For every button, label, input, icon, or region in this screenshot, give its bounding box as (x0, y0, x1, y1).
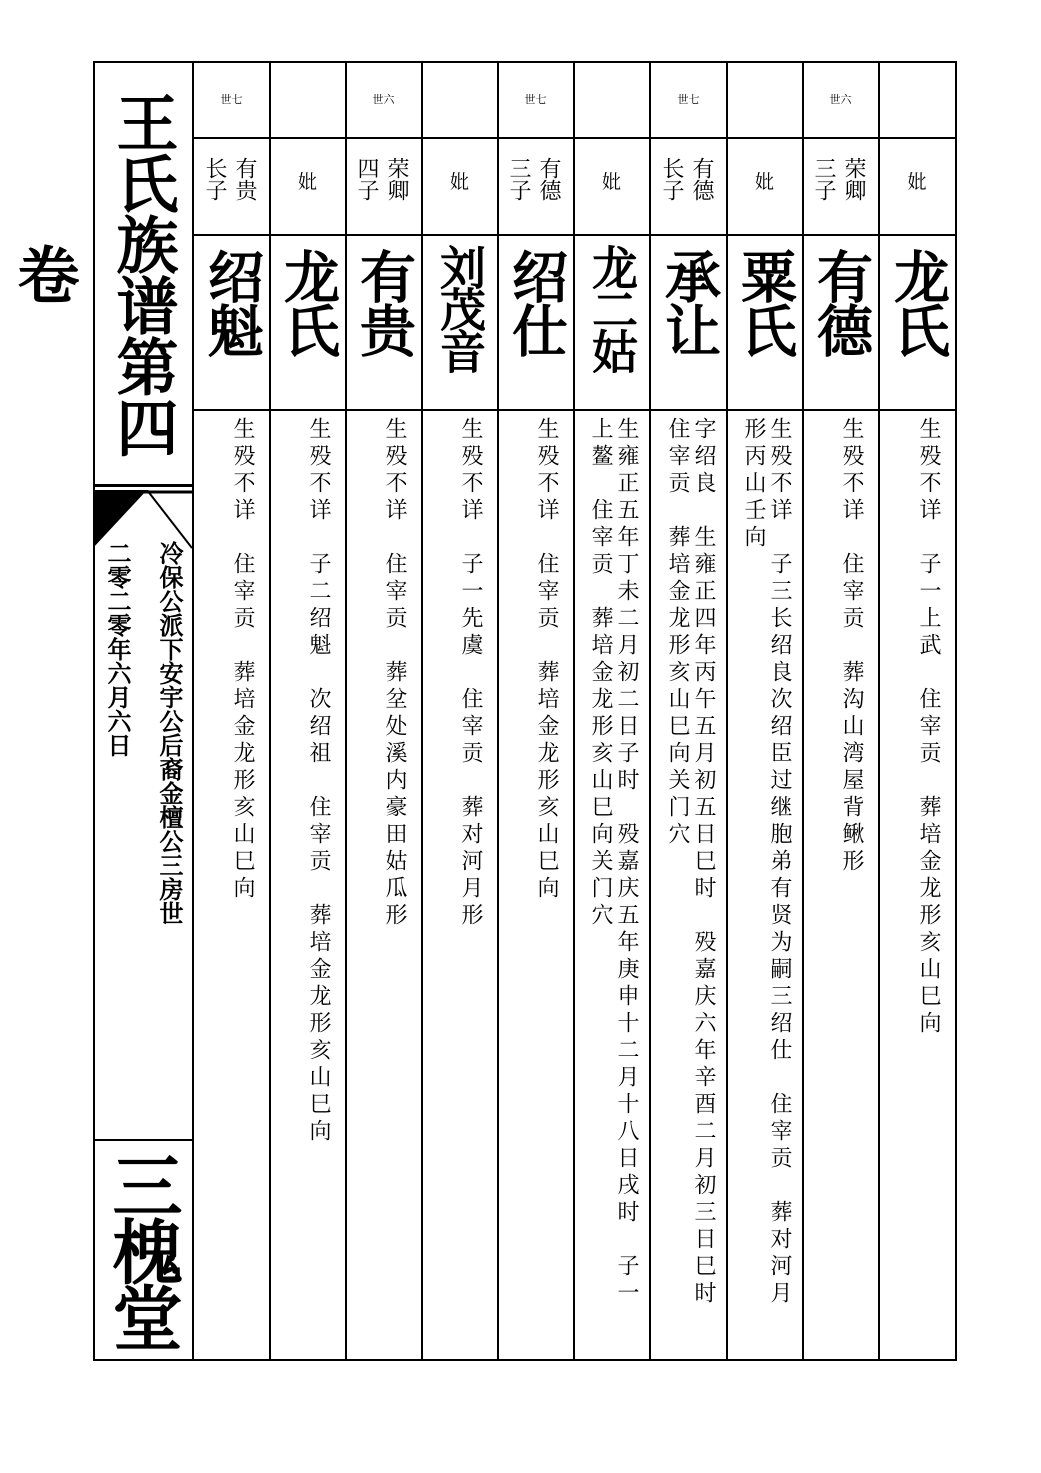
biography-text: 生殁不详 子三长绍良次绍臣过继胞弟有贤为嗣三绍仕 住宰贡 葬对河月 形丙山壬向 (741, 417, 792, 1308)
generation-label: 世七 (194, 61, 269, 139)
page-frame (7, 61, 957, 1361)
person-name: 绍魁 (199, 248, 265, 356)
person-name: 粟氏 (732, 248, 798, 356)
person-name: 龙氏 (275, 248, 341, 356)
person-name: 有贵 (351, 248, 417, 356)
biography-text: 生殁不详 子一上武 住宰贡 葬培金龙形亥山巳向 (916, 417, 941, 1038)
relation-label: 荣卿 四子 (354, 157, 409, 201)
person-name: 承让 (656, 248, 722, 356)
generation-label: 世七 (651, 61, 726, 139)
relation-label: 妣 (754, 171, 774, 193)
person-name: 绍仕 (503, 248, 569, 356)
person-name: 刘茂音 (433, 244, 487, 370)
person-name: 有德 (808, 248, 874, 356)
person-name: 龙氏 (885, 248, 951, 356)
branch-lineage: 冷保公派下安宇公后裔金檀公三房世 (155, 541, 184, 925)
biography-text: 生殁不详 子一先虞 住宰贡 葬对河月形 (458, 417, 483, 930)
generation-label: 世六 (346, 61, 421, 139)
compile-date: 二零二零年六月六日 (103, 541, 132, 757)
relation-label: 妣 (907, 171, 927, 193)
relation-label: 有贵 长子 (202, 157, 257, 201)
generation-label: 世七 (498, 61, 573, 139)
person-name: 龙二姑 (585, 244, 639, 370)
relation-label: 妣 (449, 171, 469, 193)
biography-text: 生殁不详 子二绍魁 次绍祖 住宰贡 葬培金龙形亥山巳向 (306, 417, 331, 1146)
book-title: 王氏族谱第四卷 (7, 90, 179, 457)
generation-label: 世六 (803, 61, 878, 139)
relation-label: 妣 (601, 171, 621, 193)
relation-label: 有德 长子 (659, 157, 714, 201)
relation-label: 有德 三子 (506, 157, 561, 201)
hall-name: 三槐堂 (101, 1149, 184, 1348)
biography-text: 生雍正五年丁未二月初二日子时 殁嘉庆五年庚申十二月十八日戌时 子一 上鳌 住宰贡 葬培金龙形亥山巳向关门穴 (588, 417, 639, 1308)
relation-label: 妣 (297, 171, 317, 193)
biography-text: 生殁不详 住宰贡 葬坌处溪内豪田姑瓜形 (382, 417, 407, 930)
relation-label: 荣卿 三子 (811, 157, 866, 201)
biography-text: 生殁不详 住宰贡 葬培金龙形亥山巳向 (534, 417, 559, 903)
biography-text: 字绍良 生雍正四年丙午五月初五日巳时 殁嘉庆六年辛酉二月初三日巳时 住宰贡 葬培金龙形亥山巳向关门穴 (665, 417, 716, 1308)
biography-text: 生殁不详 住宰贡 葬沟山湾屋背鳅形 (839, 417, 864, 876)
biography-text: 生殁不详 住宰贡 葬培金龙形亥山巳向 (230, 417, 255, 903)
